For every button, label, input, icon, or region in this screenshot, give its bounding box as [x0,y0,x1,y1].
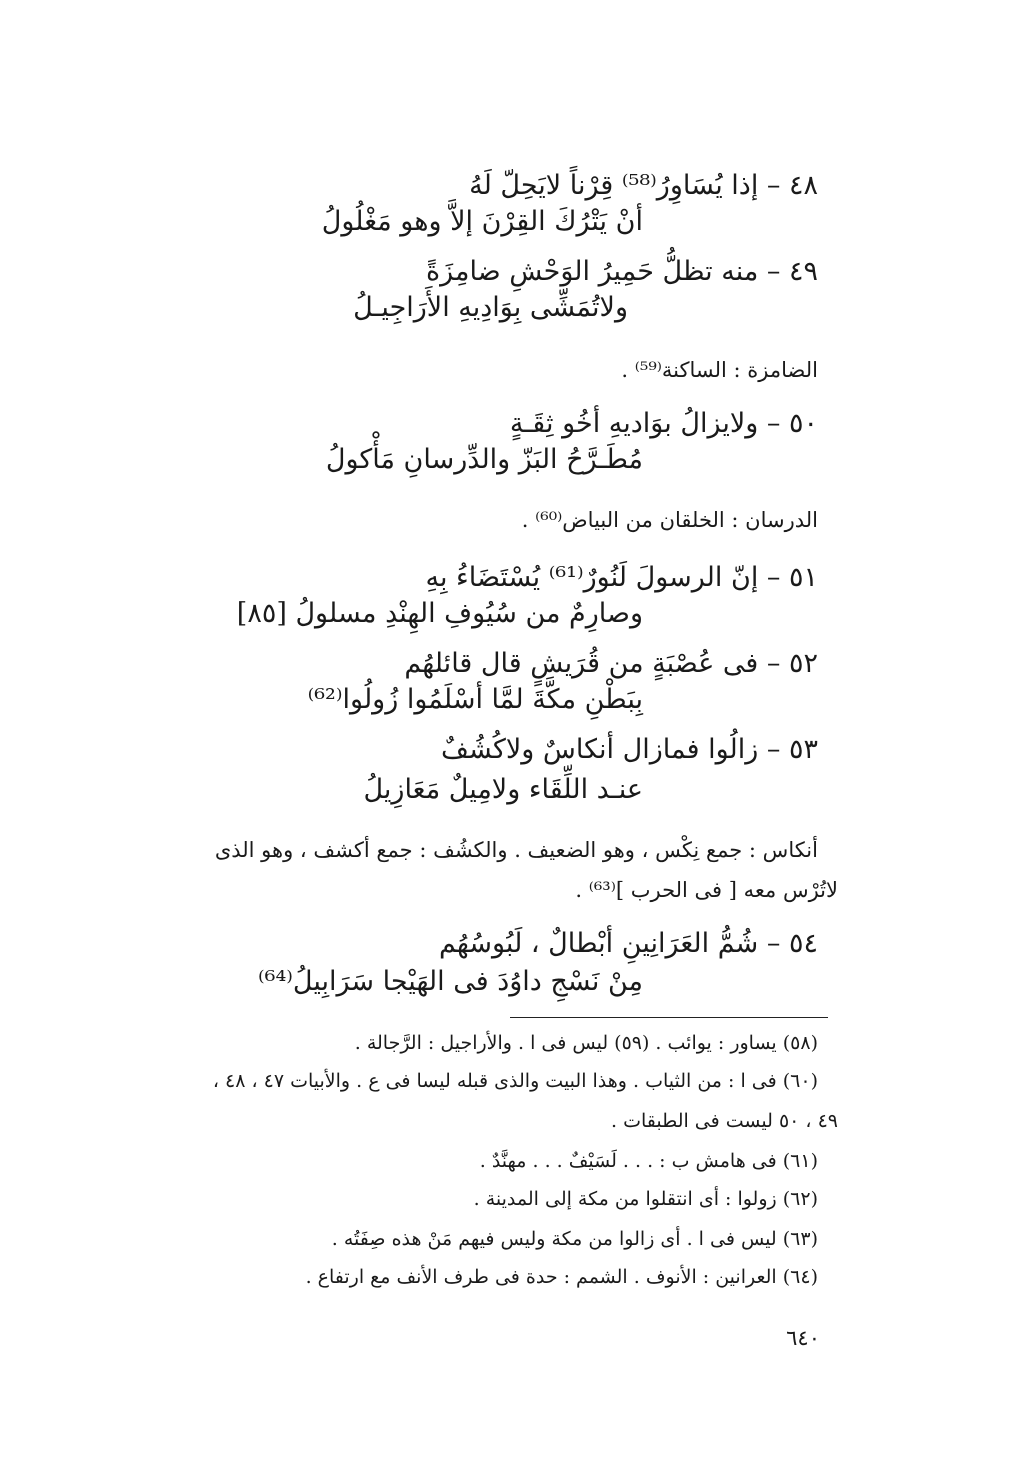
gloss-dirsan: الدرسان : الخلقان من البياض⁽⁶⁰⁾ . [521,508,818,532]
footnote-63: (٦٣) ليس فى ا . أى زالوا من مكة وليس فيهم مَنْ هذه صِفَتُه . [331,1228,818,1250]
verse-51-second-hemistich: وصارِمٌ من سُيُوفِ الهِنْدِ مسلولُ [٨٥] [236,598,643,629]
verse-49-second-hemistich: ولاتُمَشِّى بِوَادِيهِ الأَرَاجِيـلُ [353,292,628,323]
footnote-separator [510,1017,828,1018]
footnote-60-line-1: (٦٠) فى ا : من الثياب . وهذا البيت والذى قبله ليسا فى ع . والأبيات ٤٧ ، ٤٨ ، [212,1070,818,1092]
verse-52-first-hemistich: ٥٢ – فى عُصْبَةٍ من قُرَيشٍ قال قائلهُم [404,648,818,679]
footnote-60-line-2: ٤٩ ، ٥٠ ليست فى الطبقات . [611,1110,838,1132]
verse-48-second-hemistich: أنْ يَتْرُكَ القِرْنَ إلاَّ وهو مَغْلُولُ [321,206,643,237]
gloss-ankas-line-2: لاتُرْس معه [ فى الحرب ]⁽⁶³⁾ . [575,878,838,902]
verse-51-first-hemistich: ٥١ – إنّ الرسولَ لَنُورٌ⁽⁶¹⁾ يُسْتَضَاءُ بِهِ [425,562,818,593]
footnote-61: (٦١) فى هامش ب : . . . لَسَيْفٌ . . . مهنَّدٌ . [479,1150,818,1172]
footnote-58-59: (٥٨) يساور : يوائب . (٥٩) ليس فى ا . والأراجيل : الرَّجالة . [354,1032,818,1054]
verse-50-second-hemistich: مُطَـرَّحُ البَزّ والدِّرسانِ مَأْكولُ [325,444,643,475]
gloss-damiza: الضامزة : الساكنة⁽⁵⁹⁾ . [621,358,818,382]
footnote-64: (٦٤) العرانين : الأنوف . الشمم : حدة فى طرف الأنف مع ارتفاع . [305,1266,818,1288]
footnote-62: (٦٢) زولوا : أى انتقلوا من مكة إلى المدينة . [473,1188,818,1210]
verse-53-first-hemistich: ٥٣ – زالُوا فمازال أنكاسٌ ولاكُشُفٌ [441,734,818,765]
verse-48-first-hemistich: ٤٨ – إذا يُسَاوِرُ⁽⁵⁸⁾ قِرْناً لايَحِلّ لَهُ [469,170,818,201]
verse-52-second-hemistich: بِبَطْنِ مكَّةَ لمَّا أسْلَمُوا زُولُوا⁽⁶²⁾ [307,684,643,715]
verse-54-second-hemistich: مِنْ نَسْجِ داوُدَ فى الهَيْجا سَرَابِيلُ⁽⁶⁴⁾ [258,966,643,997]
gloss-ankas-line-1: أنكاس : جمع نِكْس ، وهو الضعيف . والكشُف : جمع أكشف ، وهو الذى [214,838,818,862]
verse-54-first-hemistich: ٥٤ – شُمُّ العَرَانِينِ أبْطالٌ ، لَبُوسُهُم [438,928,818,959]
verse-49-first-hemistich: ٤٩ – منه تظلُّ حَمِيرُ الوَحْشِ ضامِزَةً [426,256,818,287]
verse-53-second-hemistich: عنـد اللِّقَاء ولامِيلٌ مَعَازِيلُ [363,774,643,805]
verse-50-first-hemistich: ٥٠ – ولايزالُ بوَاديهِ أخُو ثِقَـةٍ [509,408,818,439]
page-number: ٦٤٠ [786,1326,820,1350]
